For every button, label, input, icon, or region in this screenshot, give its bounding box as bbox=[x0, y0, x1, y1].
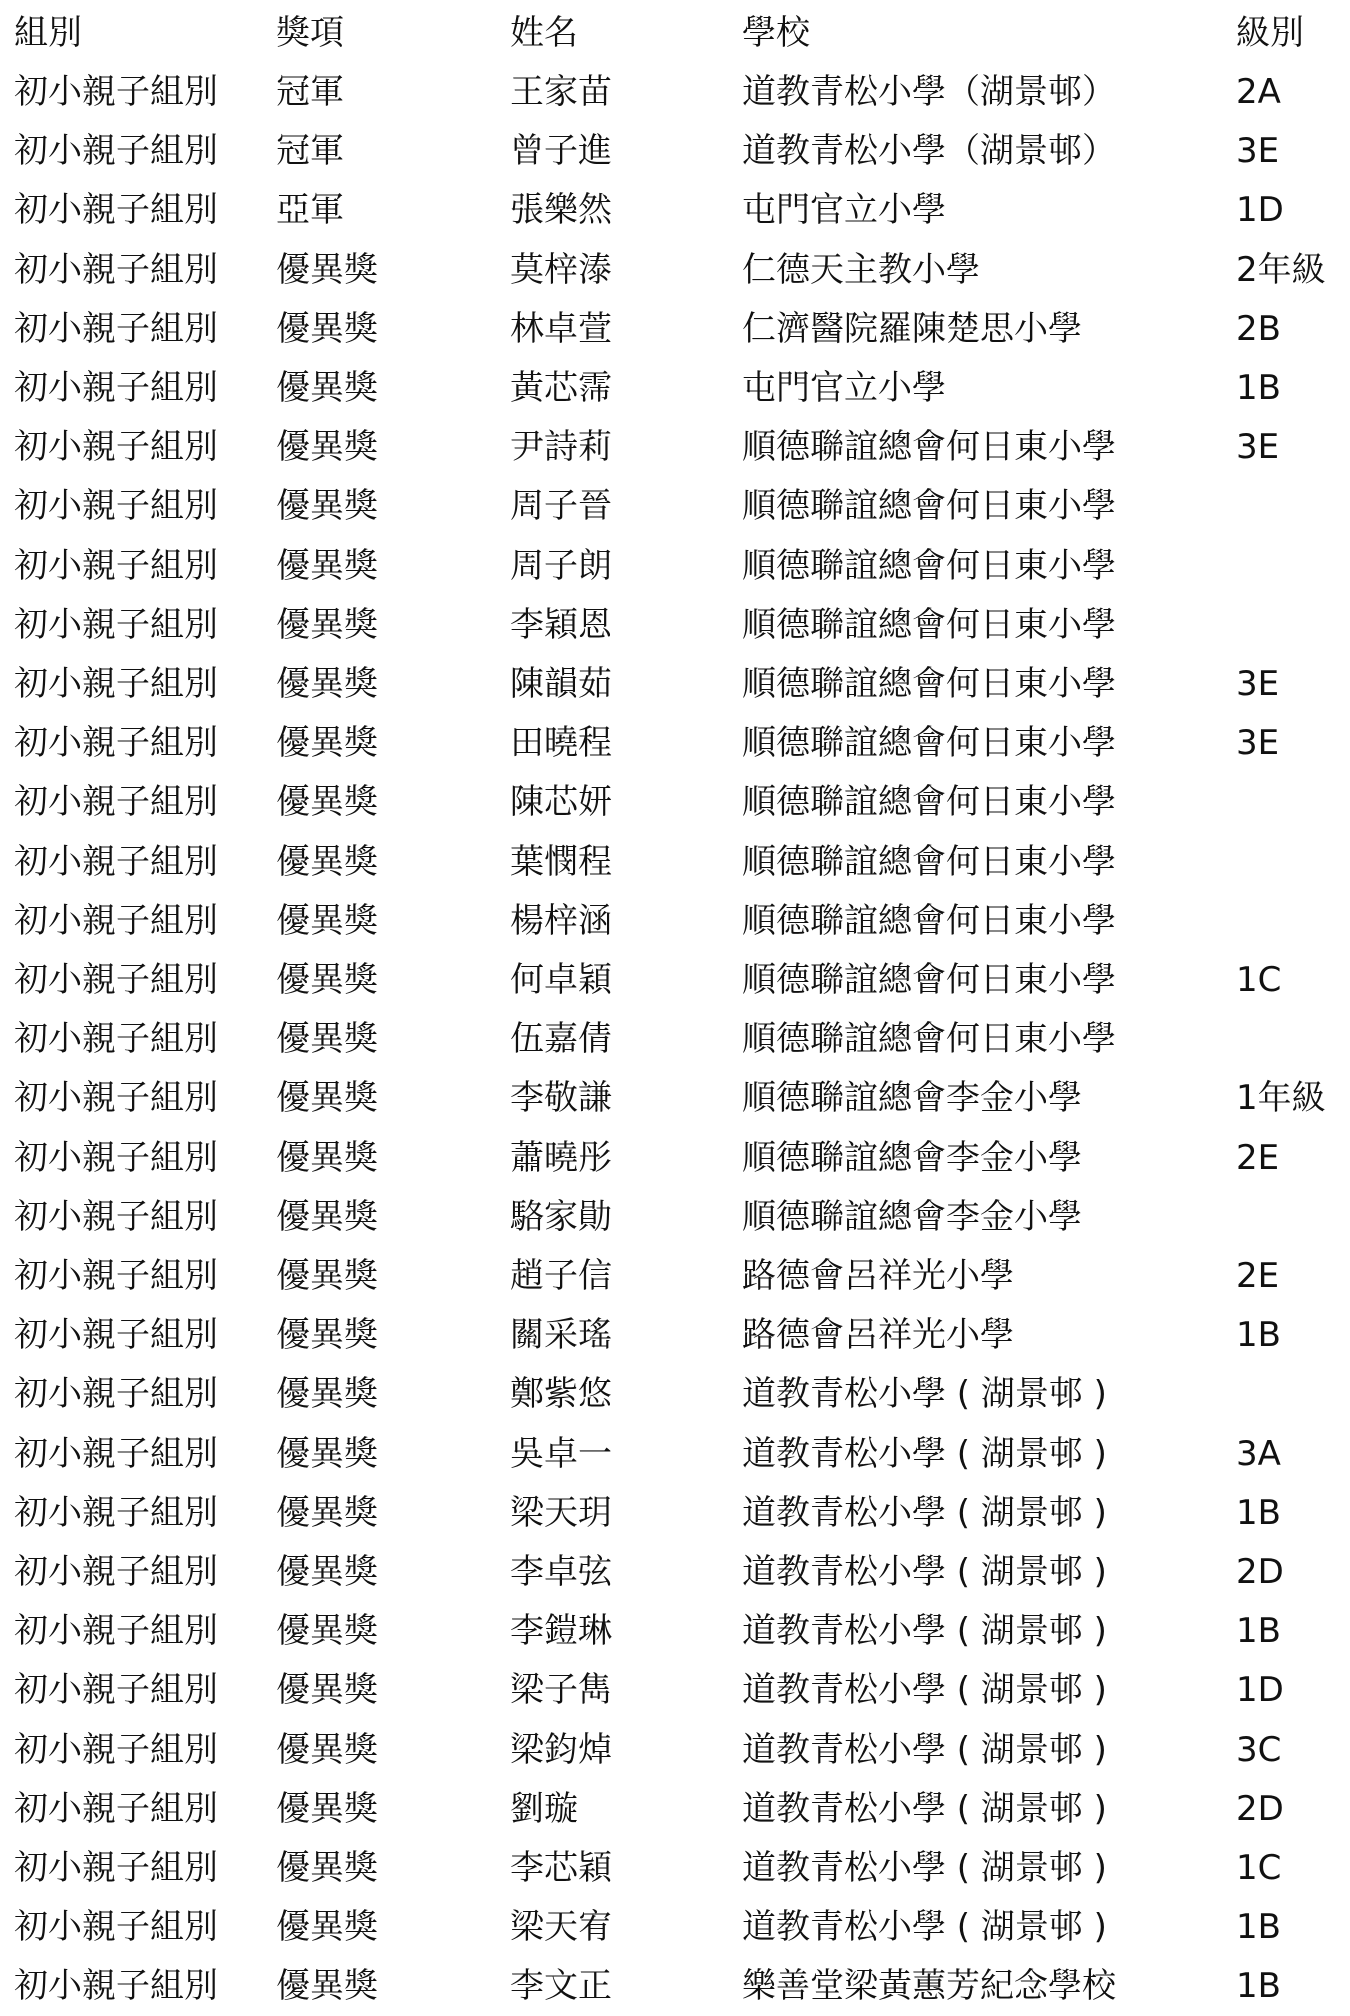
cell-group: 初小親子組別 bbox=[14, 1611, 218, 1652]
cell-award: 優異獎 bbox=[276, 1966, 378, 2007]
cell-name: 陳韻茹 bbox=[510, 664, 612, 704]
cell-group: 初小親子組別 bbox=[14, 1374, 218, 1415]
cell-group: 初小親子組別 bbox=[14, 1196, 218, 1237]
cell-school: 仁濟醫院羅陳楚思小學 bbox=[742, 308, 1082, 349]
cell-name: 尹詩莉 bbox=[510, 427, 612, 468]
cell-award: 優異獎 bbox=[276, 545, 378, 586]
cell-group: 初小親子組別 bbox=[14, 960, 218, 1000]
cell-grade: 1D bbox=[1236, 1670, 1284, 1711]
cell-school: 順德聯誼總會何日東小學 bbox=[742, 545, 1116, 586]
header-group: 組別 bbox=[14, 13, 82, 53]
table-row bbox=[0, 122, 1350, 181]
cell-award: 優異獎 bbox=[276, 1137, 378, 1178]
cell-group: 初小親子組別 bbox=[14, 72, 218, 112]
cell-school: 順德聯誼總會何日東小學 bbox=[742, 1019, 1116, 1060]
cell-name: 陳芯妍 bbox=[510, 782, 612, 823]
cell-name: 莫梓溙 bbox=[510, 249, 612, 290]
table-row bbox=[0, 241, 1350, 300]
cell-award: 優異獎 bbox=[276, 1670, 378, 1711]
table-row bbox=[0, 1661, 1350, 1720]
cell-group: 初小親子組別 bbox=[14, 368, 218, 408]
table-row bbox=[0, 1247, 1350, 1306]
cell-grade: 2年級 bbox=[1236, 249, 1326, 290]
cell-name: 趙子信 bbox=[510, 1256, 612, 1296]
cell-grade: 3C bbox=[1236, 1729, 1282, 1770]
cell-name: 李鎧琳 bbox=[510, 1611, 612, 1652]
table-row bbox=[0, 833, 1350, 892]
cell-name: 楊梓涵 bbox=[510, 900, 612, 941]
cell-group: 初小親子組別 bbox=[14, 249, 218, 290]
cell-grade: 1B bbox=[1236, 1907, 1281, 1948]
cell-school: 屯門官立小學 bbox=[742, 190, 946, 231]
cell-group: 初小親子組別 bbox=[14, 1019, 218, 1060]
cell-name: 關采瑤 bbox=[510, 1315, 612, 1356]
table-row bbox=[0, 773, 1350, 832]
table-row bbox=[0, 537, 1350, 596]
cell-grade: 1年級 bbox=[1236, 1078, 1326, 1119]
cell-group: 初小親子組別 bbox=[14, 1729, 218, 1770]
cell-school: 順德聯誼總會何日東小學 bbox=[742, 900, 1116, 941]
cell-school: 道教青松小學 ( 湖景邨 ) bbox=[742, 1492, 1107, 1533]
cell-grade: 2B bbox=[1236, 308, 1281, 349]
cell-group: 初小親子組別 bbox=[14, 1907, 218, 1948]
cell-group: 初小親子組別 bbox=[14, 1078, 218, 1119]
table-row bbox=[0, 1188, 1350, 1247]
cell-award: 優異獎 bbox=[276, 1078, 378, 1119]
table-row bbox=[0, 1721, 1350, 1780]
cell-award: 優異獎 bbox=[276, 1315, 378, 1356]
cell-group: 初小親子組別 bbox=[14, 1848, 218, 1888]
cell-group: 初小親子組別 bbox=[14, 1433, 218, 1474]
cell-school: 順德聯誼總會何日東小學 bbox=[742, 841, 1116, 882]
table-row bbox=[0, 418, 1350, 477]
cell-name: 駱家勛 bbox=[510, 1196, 612, 1237]
table-header-row bbox=[0, 4, 1350, 63]
cell-award: 優異獎 bbox=[276, 604, 378, 645]
table-row bbox=[0, 1069, 1350, 1128]
cell-award: 優異獎 bbox=[276, 841, 378, 882]
cell-school: 路德會呂祥光小學 bbox=[742, 1256, 1014, 1296]
cell-grade: 1D bbox=[1236, 190, 1284, 231]
cell-school: 順德聯誼總會何日東小學 bbox=[742, 960, 1116, 1000]
table-row bbox=[0, 359, 1350, 418]
table-row bbox=[0, 1425, 1350, 1484]
cell-group: 初小親子組別 bbox=[14, 1552, 218, 1592]
cell-grade: 3E bbox=[1236, 664, 1280, 704]
cell-group: 初小親子組別 bbox=[14, 427, 218, 468]
cell-name: 李穎恩 bbox=[510, 604, 612, 645]
cell-name: 王家苗 bbox=[510, 72, 612, 112]
cell-school: 道教青松小學 ( 湖景邨 ) bbox=[742, 1907, 1107, 1948]
cell-name: 梁鈞焯 bbox=[510, 1729, 612, 1770]
cell-award: 優異獎 bbox=[276, 1729, 378, 1770]
cell-award: 優異獎 bbox=[276, 960, 378, 1000]
cell-name: 黃芯霈 bbox=[510, 368, 612, 408]
cell-name: 伍嘉倩 bbox=[510, 1019, 612, 1060]
cell-name: 葉憫程 bbox=[510, 841, 612, 882]
table-row bbox=[0, 1898, 1350, 1957]
cell-school: 順德聯誼總會李金小學 bbox=[742, 1196, 1082, 1237]
cell-grade: 3E bbox=[1236, 131, 1280, 172]
header-grade: 級別 bbox=[1236, 13, 1304, 53]
cell-school: 順德聯誼總會李金小學 bbox=[742, 1137, 1082, 1178]
table-row bbox=[0, 714, 1350, 773]
table-row bbox=[0, 1010, 1350, 1069]
table-row bbox=[0, 181, 1350, 240]
cell-name: 李文正 bbox=[510, 1966, 612, 2007]
cell-group: 初小親子組別 bbox=[14, 545, 218, 586]
cell-school: 路德會呂祥光小學 bbox=[742, 1315, 1014, 1356]
cell-award: 優異獎 bbox=[276, 1848, 378, 1888]
cell-award: 優異獎 bbox=[276, 1907, 378, 1948]
table-row bbox=[0, 892, 1350, 951]
cell-school: 道教青松小學 ( 湖景邨 ) bbox=[742, 1670, 1107, 1711]
cell-award: 優異獎 bbox=[276, 1788, 378, 1829]
cell-school: 道教青松小學（湖景邨） bbox=[742, 72, 1116, 112]
cell-award: 優異獎 bbox=[276, 308, 378, 349]
header-school: 學校 bbox=[742, 13, 810, 53]
cell-grade: 3E bbox=[1236, 427, 1280, 468]
table-row bbox=[0, 1365, 1350, 1424]
table-row bbox=[0, 63, 1350, 122]
cell-grade: 2E bbox=[1236, 1256, 1280, 1296]
cell-award: 冠軍 bbox=[276, 72, 344, 112]
table-row bbox=[0, 1602, 1350, 1661]
cell-award: 優異獎 bbox=[276, 427, 378, 468]
table-row bbox=[0, 1780, 1350, 1839]
cell-award: 優異獎 bbox=[276, 249, 378, 290]
cell-award: 優異獎 bbox=[276, 486, 378, 527]
table-row bbox=[0, 596, 1350, 655]
cell-name: 張樂然 bbox=[510, 190, 612, 231]
cell-grade: 3E bbox=[1236, 723, 1280, 764]
cell-name: 吳卓一 bbox=[510, 1433, 612, 1474]
cell-name: 李卓弦 bbox=[510, 1552, 612, 1592]
cell-group: 初小親子組別 bbox=[14, 1315, 218, 1356]
cell-school: 順德聯誼總會何日東小學 bbox=[742, 782, 1116, 823]
cell-grade: 2A bbox=[1236, 72, 1281, 112]
cell-group: 初小親子組別 bbox=[14, 486, 218, 527]
cell-school: 順德聯誼總會何日東小學 bbox=[742, 486, 1116, 527]
cell-name: 田曉程 bbox=[510, 723, 612, 764]
cell-school: 道教青松小學 ( 湖景邨 ) bbox=[742, 1552, 1107, 1592]
cell-school: 樂善堂梁黃蕙芳紀念學校 bbox=[742, 1966, 1116, 2007]
cell-name: 劉璇 bbox=[510, 1788, 578, 1829]
cell-school: 順德聯誼總會何日東小學 bbox=[742, 427, 1116, 468]
cell-grade: 1B bbox=[1236, 1966, 1281, 2007]
cell-grade: 1B bbox=[1236, 1611, 1281, 1652]
cell-award: 優異獎 bbox=[276, 1256, 378, 1296]
cell-name: 梁子雋 bbox=[510, 1670, 612, 1711]
cell-award: 優異獎 bbox=[276, 1196, 378, 1237]
cell-award: 優異獎 bbox=[276, 782, 378, 823]
cell-school: 道教青松小學（湖景邨） bbox=[742, 131, 1116, 172]
header-name: 姓名 bbox=[510, 13, 578, 53]
cell-school: 道教青松小學 ( 湖景邨 ) bbox=[742, 1848, 1107, 1888]
cell-award: 優異獎 bbox=[276, 1492, 378, 1533]
cell-name: 李敬謙 bbox=[510, 1078, 612, 1119]
cell-group: 初小親子組別 bbox=[14, 1492, 218, 1533]
cell-group: 初小親子組別 bbox=[14, 723, 218, 764]
cell-grade: 3A bbox=[1236, 1433, 1281, 1474]
cell-group: 初小親子組別 bbox=[14, 131, 218, 172]
cell-grade: 2D bbox=[1236, 1552, 1284, 1592]
table-row bbox=[0, 477, 1350, 536]
cell-grade: 1C bbox=[1236, 1848, 1282, 1888]
cell-award: 優異獎 bbox=[276, 1019, 378, 1060]
table-row bbox=[0, 1129, 1350, 1188]
cell-school: 屯門官立小學 bbox=[742, 368, 946, 408]
cell-school: 順德聯誼總會李金小學 bbox=[742, 1078, 1082, 1119]
cell-grade: 1B bbox=[1236, 1315, 1281, 1356]
cell-name: 鄭紫悠 bbox=[510, 1374, 612, 1415]
cell-grade: 1B bbox=[1236, 1492, 1281, 1533]
cell-school: 道教青松小學 ( 湖景邨 ) bbox=[742, 1729, 1107, 1770]
header-award: 獎項 bbox=[276, 13, 344, 53]
table-row bbox=[0, 300, 1350, 359]
cell-group: 初小親子組別 bbox=[14, 1788, 218, 1829]
table-row bbox=[0, 951, 1350, 1010]
table-row bbox=[0, 1957, 1350, 2016]
cell-grade: 1B bbox=[1236, 368, 1281, 408]
cell-award: 優異獎 bbox=[276, 723, 378, 764]
cell-school: 道教青松小學 ( 湖景邨 ) bbox=[742, 1433, 1107, 1474]
cell-school: 道教青松小學 ( 湖景邨 ) bbox=[742, 1611, 1107, 1652]
cell-school: 道教青松小學 ( 湖景邨 ) bbox=[742, 1788, 1107, 1829]
table-row bbox=[0, 1484, 1350, 1543]
table-row bbox=[0, 1839, 1350, 1898]
cell-group: 初小親子組別 bbox=[14, 900, 218, 941]
cell-name: 周子朗 bbox=[510, 545, 612, 586]
cell-group: 初小親子組別 bbox=[14, 604, 218, 645]
cell-school: 順德聯誼總會何日東小學 bbox=[742, 664, 1116, 704]
cell-group: 初小親子組別 bbox=[14, 1966, 218, 2007]
cell-school: 道教青松小學 ( 湖景邨 ) bbox=[742, 1374, 1107, 1415]
cell-group: 初小親子組別 bbox=[14, 1256, 218, 1296]
cell-name: 何卓穎 bbox=[510, 960, 612, 1000]
cell-name: 曾子進 bbox=[510, 131, 612, 172]
cell-award: 優異獎 bbox=[276, 664, 378, 704]
cell-name: 林卓萱 bbox=[510, 308, 612, 349]
cell-award: 優異獎 bbox=[276, 1433, 378, 1474]
cell-group: 初小親子組別 bbox=[14, 1137, 218, 1178]
cell-award: 優異獎 bbox=[276, 900, 378, 941]
cell-school: 仁德天主教小學 bbox=[742, 249, 980, 290]
cell-group: 初小親子組別 bbox=[14, 782, 218, 823]
cell-group: 初小親子組別 bbox=[14, 308, 218, 349]
cell-name: 蕭曉彤 bbox=[510, 1137, 612, 1178]
table-row bbox=[0, 1306, 1350, 1365]
cell-award: 優異獎 bbox=[276, 368, 378, 408]
table-row bbox=[0, 655, 1350, 714]
cell-group: 初小親子組別 bbox=[14, 1670, 218, 1711]
cell-award: 亞軍 bbox=[276, 190, 344, 231]
cell-group: 初小親子組別 bbox=[14, 841, 218, 882]
cell-award: 優異獎 bbox=[276, 1552, 378, 1592]
cell-group: 初小親子組別 bbox=[14, 664, 218, 704]
cell-award: 優異獎 bbox=[276, 1611, 378, 1652]
cell-name: 周子晉 bbox=[510, 486, 612, 527]
cell-grade: 1C bbox=[1236, 960, 1282, 1000]
cell-school: 順德聯誼總會何日東小學 bbox=[742, 604, 1116, 645]
table-row bbox=[0, 1543, 1350, 1602]
cell-name: 李芯穎 bbox=[510, 1848, 612, 1888]
cell-award: 冠軍 bbox=[276, 131, 344, 172]
cell-award: 優異獎 bbox=[276, 1374, 378, 1415]
cell-group: 初小親子組別 bbox=[14, 190, 218, 231]
cell-name: 梁天宥 bbox=[510, 1907, 612, 1948]
cell-grade: 2D bbox=[1236, 1788, 1284, 1829]
cell-grade: 2E bbox=[1236, 1137, 1280, 1178]
cell-school: 順德聯誼總會何日東小學 bbox=[742, 723, 1116, 764]
cell-name: 梁天玥 bbox=[510, 1492, 612, 1533]
